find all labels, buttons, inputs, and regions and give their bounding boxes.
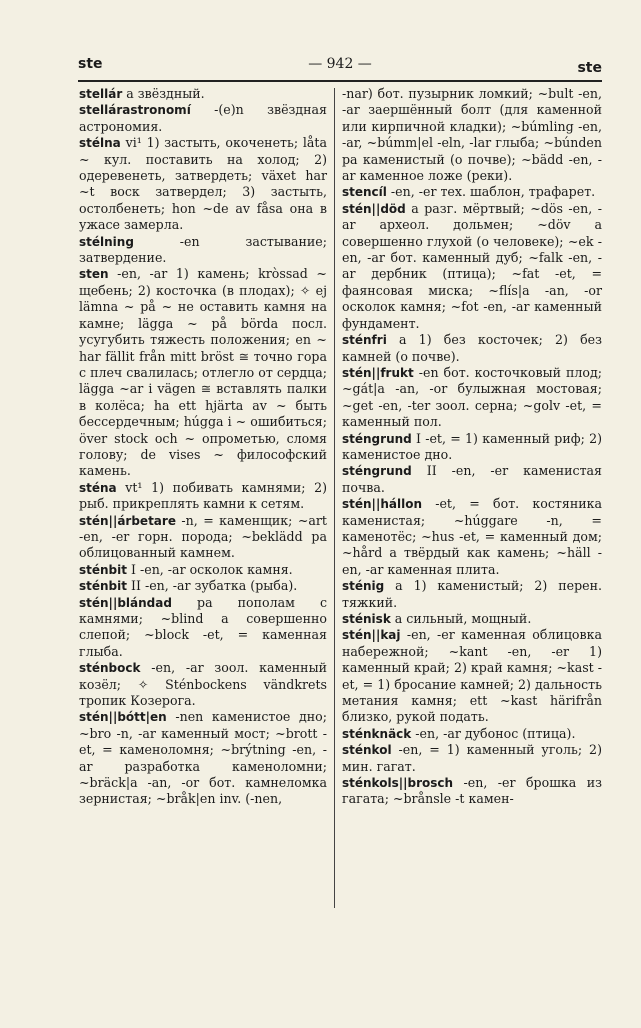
dictionary-entry: [342, 496, 602, 578]
left-column: [79, 86, 327, 808]
entry-headword: sténig: [342, 579, 385, 594]
entry-headword: sténknäck: [342, 726, 412, 741]
column-divider: [334, 88, 335, 908]
entry-headword: sténgrund: [342, 464, 412, 479]
left-guide-word: ste: [78, 56, 103, 72]
entry-headword: stén||blándad: [79, 595, 172, 610]
dictionary-entry: [79, 234, 327, 267]
dictionary-entry: [342, 775, 602, 808]
entry-definition: -en, -ar дубонос (птица).: [411, 725, 576, 741]
entry-definition: a 1) каменистый; 2) перен. тяжкий.: [342, 578, 602, 610]
dictionary-entry: [342, 726, 602, 742]
entry-definition: a звёздный.: [122, 86, 205, 101]
entry-definition: -en, -ar зоол. каменный козёл; ✧ Sténbockens vändkrets тропик Козерога.: [79, 660, 327, 709]
page-header: [78, 56, 602, 76]
entry-headword: sténkol: [342, 743, 392, 758]
entry-definition: vt¹ 1) побивать камнями; 2) рыб. прикреплять камни к сетям.: [79, 479, 327, 512]
entry-headword: sténbit: [79, 579, 127, 594]
entry-headword: stellárastronomí: [79, 103, 191, 118]
entry-definition: -nen каменистое дно; ~bro -n, -ar каменный мост; ~brott -et, = каменоломня; ~brýtning -en, -ar разработка каменоломни; ~bräck|a -an, -or бот. камнеломка зернистая; ~bråk|en inv. (-nen,: [79, 709, 327, 807]
entry-definition: -en застывание; затвердение.: [79, 233, 327, 266]
entry-headword: sténkols||brosch: [342, 776, 454, 791]
entry-definition: I -et, = 1) каменный риф; 2) каменистое дно.: [342, 430, 602, 462]
dictionary-entry: [342, 611, 602, 627]
entry-definition: -n, = каменщик; ~art -en, -er горн. порода; ~beklädd pa облицованный камнем.: [79, 512, 327, 561]
page-number: — 942 —: [308, 56, 372, 72]
entry-headword: sténfri: [342, 333, 387, 348]
entry-headword: stencíl: [342, 185, 387, 200]
dictionary-entry: [342, 463, 602, 496]
entry-definition: -en, -ar 1) камень; kròssad ~ щебень; 2) косточка (в плодах); ✧ ej lämna ~ på ~ не оставить камня на камне; lägga ~ på börda посл. усугубить тяжесть положения; en ~ har fällit från mitt bröst ≅ точно гора с плеч свалилась; отлегло от сердца; lägga ~ar i vägen ≅ вставлять палки в колёса; ha ett hjärta av ~ быть бессердечным; húgga i ~ ошибиться; över stock och ~ опрометью, сломя голову; de vises ~ философский камень.: [79, 266, 327, 479]
entry-headword: sténbock: [79, 661, 141, 676]
entry-definition: -nar) бот. пузырник ломкий; ~bult -en, -ar заершённый болт (для каменной или кирпичной кладки); ~búmling -en, -ar, ~búmm|el -eln, -lar глыба; ~búnden pa каменистый (о почве); ~bädd -en, -ar каменное ложе (реки).: [342, 86, 602, 184]
dictionary-entry: [79, 480, 327, 513]
dictionary-entry: [79, 102, 327, 135]
dictionary-entry: [79, 709, 327, 807]
entry-headword: stén||död: [342, 201, 406, 216]
dictionary-entry: [342, 627, 602, 725]
entry-headword: stén||bótt|en: [79, 710, 167, 725]
entry-definition: -en, -er брошка из гагата; ~brånsle -t камен-: [342, 775, 602, 807]
dictionary-entry: [79, 660, 327, 709]
entry-headword: stén||kaj: [342, 628, 401, 643]
entry-headword: sténisk: [342, 612, 391, 626]
dictionary-entry: [342, 578, 602, 611]
entry-definition: -et, = бот. костяника каменистая; ~húggare -n, = каменотёс; ~hus -et, = каменный дом; ~hård a твёрдый как камень; ~häll -en, -ar каменная плита.: [342, 496, 602, 577]
entry-definition: a сильный, мощный.: [390, 611, 532, 626]
header-rule: [78, 80, 602, 82]
entry-headword: stén||árbetare: [79, 513, 176, 528]
entry-headword: sténbit: [79, 562, 127, 577]
entry-headword: sténa: [79, 480, 117, 495]
dictionary-entry: [342, 742, 602, 775]
entry-definition: II -en, -ar зубатка (рыба).: [127, 578, 298, 594]
entry-headword: sten: [79, 267, 109, 282]
right-column: [342, 86, 602, 808]
entry-definition: I -en, -ar осколок камня.: [127, 561, 293, 577]
entry-headword: stén||frukt: [342, 365, 414, 380]
dictionary-entry: [79, 562, 327, 578]
dictionary-entry: [342, 184, 602, 200]
dictionary-entry: [79, 266, 327, 479]
entry-definition: -en бот. косточковый плод; ~gát|a -an, -or булыжная мостовая; ~get -en, -ter зоол. серна; ~golv -et, = каменный пол.: [342, 364, 602, 430]
entry-headword: stén||hállon: [342, 497, 422, 512]
entry-definition: a 1) без косточек; 2) без камней (о почве).: [342, 332, 602, 364]
entry-definition: II -en, -er каменистая почва.: [342, 463, 602, 495]
entry-headword: stélna: [79, 136, 121, 151]
dictionary-entry: [342, 332, 602, 365]
entry-definition: pa пополам с камнями; ~blind a совершенно слепой; ~block -et, = каменная глыба.: [79, 594, 327, 659]
entry-continuation: [342, 86, 602, 184]
right-guide-word: ste: [577, 60, 602, 76]
dictionary-entry: [79, 86, 327, 102]
entry-headword: stellár: [79, 87, 123, 101]
entry-definition: a разг. мёртвый; ~dös -en, -ar археол. дольмен; ~döv a совершенно глухой (о человеке); ~ek -en, -ar бот. каменный дуб; ~falk -en, -ar дербник (птица); ~fat -et, = фаянсовая миска; ~flís|a -an, -or осколок камня; ~fot -en, -ar каменный фундамент.: [342, 200, 602, 331]
dictionary-entry: [79, 595, 327, 661]
dictionary-entry: [79, 135, 327, 233]
dictionary-entry: [79, 578, 327, 594]
entry-headword: stélning: [79, 234, 134, 249]
entry-definition: -en, -er каменная облицовка набережной; ~kant -en, -er 1) каменный край; 2) край камня; ~kast -et, = 1) бросание камней; 2) дальность метания камня; ett ~kast härifrån близко, рукой подать.: [342, 627, 602, 725]
entry-headword: sténgrund: [342, 431, 412, 446]
entry-definition: -en, -er тех. шаблон, трафарет.: [386, 184, 596, 200]
entry-definition: vi¹ 1) застыть, окоченеть; låta ~ кул. поставить на холод; 2) одеревенеть, затвердеть; växet har ~t воск затвердел; 3) застыть, остолбенеть; hon ~de av fåsa она в ужасе замерла.: [79, 135, 327, 233]
dictionary-entry: [79, 513, 327, 562]
dictionary-entry: [342, 431, 602, 464]
entry-definition: -en, = 1) каменный уголь; 2) мин. гагат.: [342, 742, 602, 774]
dictionary-entry: [342, 201, 602, 332]
dictionary-entry: [342, 365, 602, 431]
entry-definition: -(e)n звёздная астрономия.: [79, 102, 327, 134]
